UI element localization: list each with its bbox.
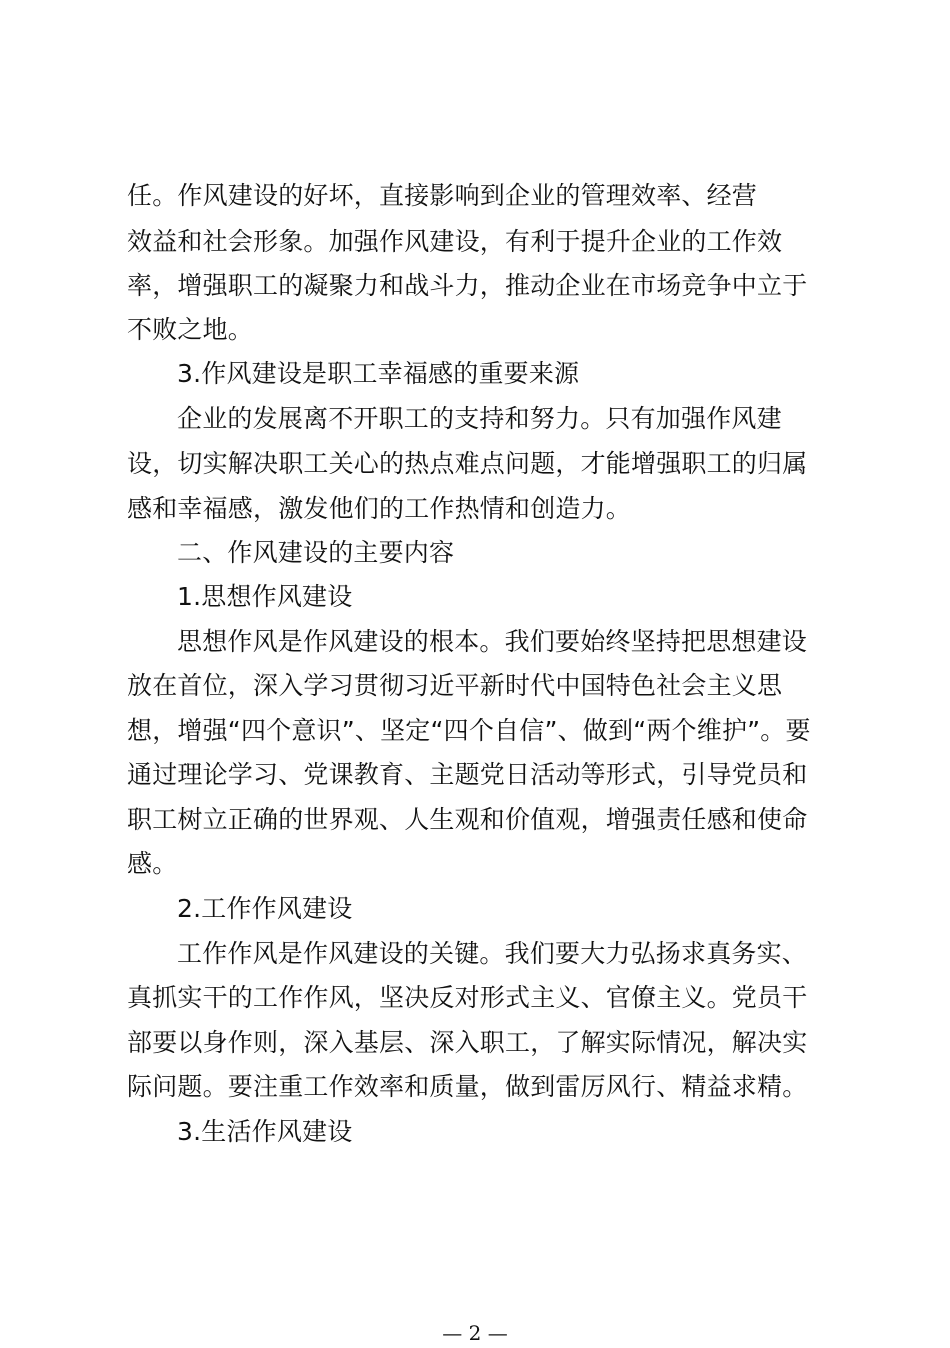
body-text-line: 想，增强“四个意识”、坚定“四个自信”、做到“两个维护”。要 bbox=[127, 716, 811, 745]
subsection-heading: 2.工作作风建设 bbox=[177, 894, 353, 923]
subsection-heading: 1.思想作风建设 bbox=[177, 582, 353, 611]
page-number: — 2 — bbox=[442, 1321, 508, 1345]
body-text-line: 企业的发展离不开职工的支持和努力。只有加强作风建 bbox=[177, 404, 782, 433]
subsection-heading: 3.作风建设是职工幸福感的重要来源 bbox=[177, 359, 580, 388]
section-heading: 二、作风建设的主要内容 bbox=[177, 538, 455, 567]
body-text-line: 任。作风建设的好坏，直接影响到企业的管理效率、经营 bbox=[127, 181, 758, 210]
body-text-line: 职工树立正确的世界观、人生观和价值观，增强责任感和使命 bbox=[127, 805, 808, 834]
body-text-line: 思想作风是作风建设的根本。我们要始终坚持把思想建设 bbox=[177, 627, 808, 656]
body-text-line: 不败之地。 bbox=[127, 315, 254, 344]
body-text-line: 感。 bbox=[127, 849, 178, 878]
body-text-line: 际问题。要注重工作效率和质量，做到雷厉风行、精益求精。 bbox=[127, 1072, 808, 1101]
subsection-heading: 3.生活作风建设 bbox=[177, 1117, 353, 1146]
body-text-line: 效益和社会形象。加强作风建设，有利于提升企业的工作效 bbox=[127, 227, 783, 256]
body-text-line: 通过理论学习、党课教育、主题党日活动等形式，引导党员和 bbox=[127, 760, 808, 789]
body-text-line: 率，增强职工的凝聚力和战斗力，推动企业在市场竞争中立于 bbox=[127, 271, 808, 300]
body-text-line: 工作作风是作风建设的关键。我们要大力弘扬求真务实、 bbox=[177, 939, 808, 968]
body-text-line: 放在首位，深入学习贯彻习近平新时代中国特色社会主义思 bbox=[127, 671, 783, 700]
body-text-line: 感和幸福感，激发他们的工作热情和创造力。 bbox=[127, 494, 632, 523]
body-text-line: 真抓实干的工作作风，坚决反对形式主义、官僚主义。党员干 bbox=[127, 983, 808, 1012]
body-text-line: 设，切实解决职工关心的热点难点问题，才能增强职工的归属 bbox=[127, 449, 808, 478]
body-text-line: 部要以身作则，深入基层、深入职工，了解实际情况，解决实 bbox=[127, 1028, 808, 1057]
